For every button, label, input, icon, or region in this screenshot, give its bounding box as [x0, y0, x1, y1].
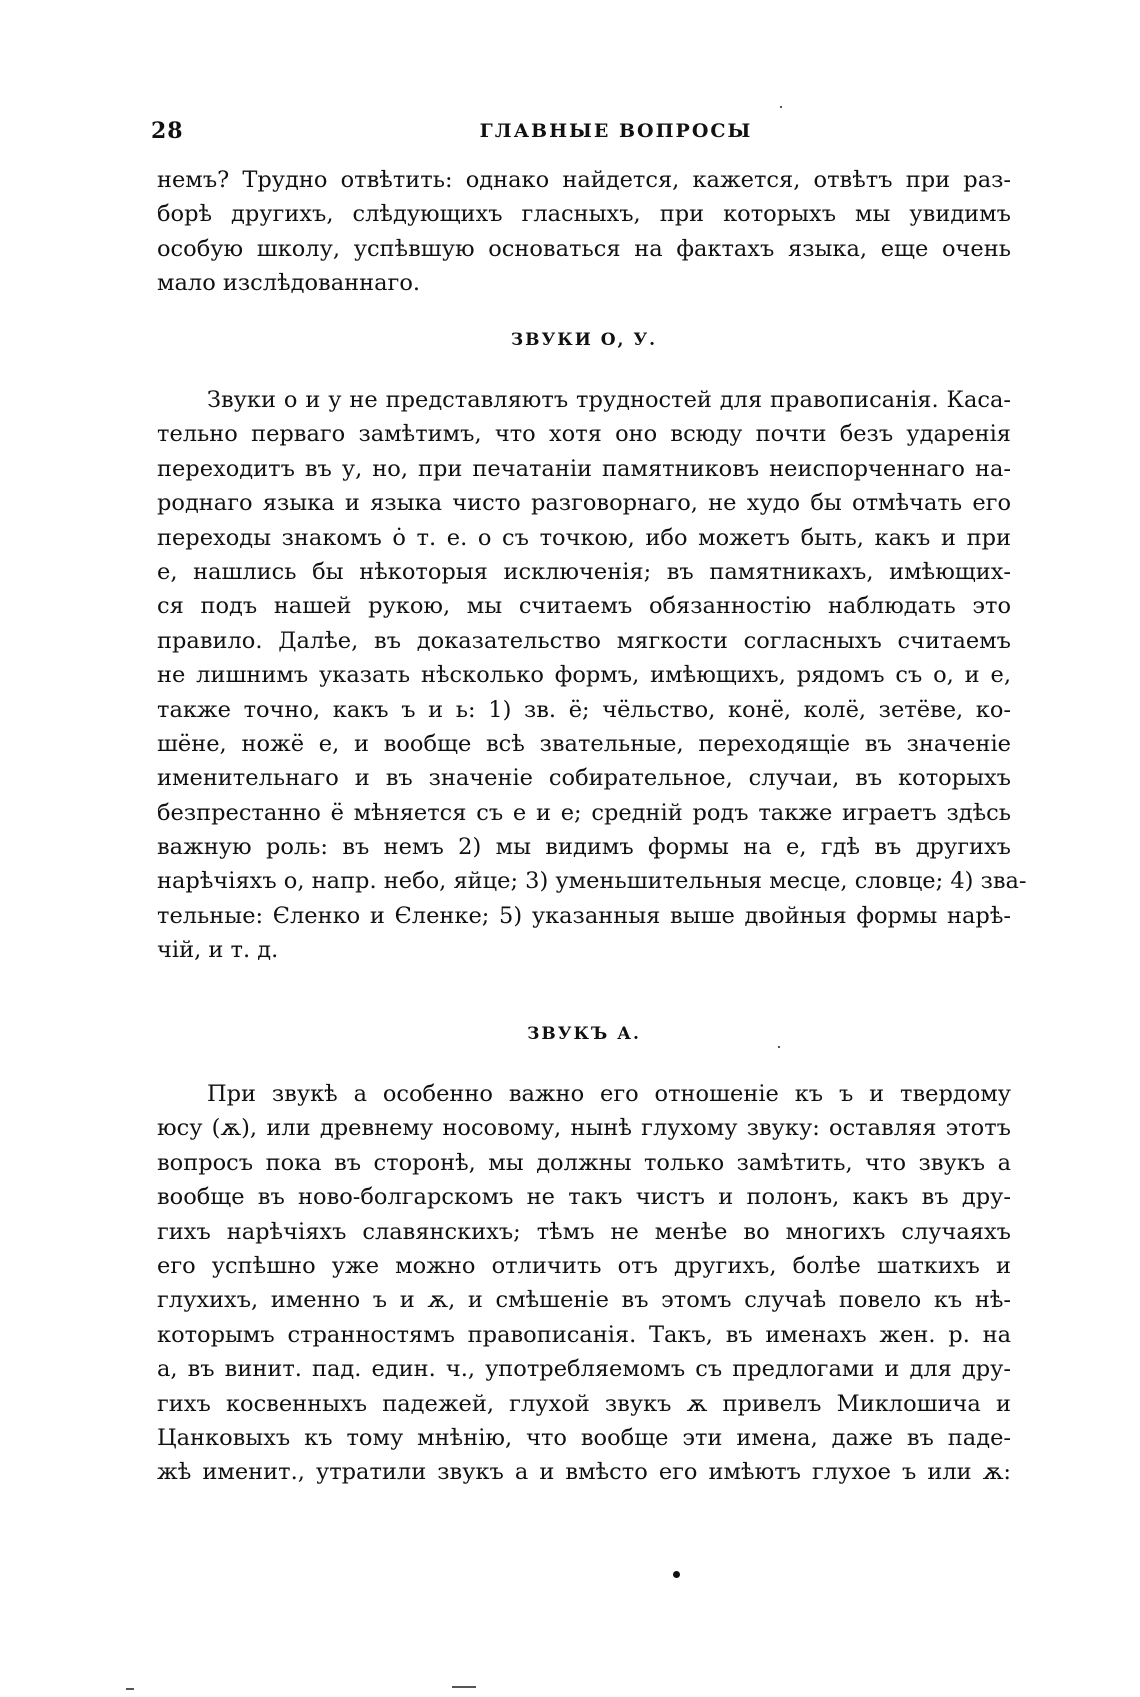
section-a-paragraph — [157, 1077, 1011, 1490]
text-line: также точно, какъ ъ и ь: 1) зв. ё; чёльство, конё, колё, зетёве, ко- — [157, 696, 1011, 723]
text-line: которымъ странностямъ правописанія. Такъ, въ именахъ жен. р. на — [157, 1321, 1011, 1348]
text-line: гихъ нарѣчіяхъ славянскихъ; тѣмъ не менѣе во многихъ случаяхъ — [157, 1218, 1011, 1245]
intro-paragraph — [157, 163, 1011, 301]
text-line: переходы знакомъ ȯ т. е. о съ точкою, ибо можетъ быть, какъ и при — [157, 524, 1011, 551]
text-line: вопросъ пока въ сторонѣ, мы должны только замѣтить, что звукъ а — [157, 1149, 1011, 1176]
text-line: правило. Далѣе, въ доказательство мягкости согласныхъ считаемъ — [157, 627, 1011, 654]
page-number: 28 — [151, 118, 184, 144]
text-line: а, въ винит. пад. един. ч., употребляемомъ съ предлогами и для дру- — [157, 1356, 1011, 1383]
text-line: борѣ другихъ, слѣдующихъ гласныхъ, при которыхъ мы увидимъ — [157, 201, 1011, 228]
text-line: тельные: Єленко и Єленке; 5) указанныя выше двойныя формы нарѣ- — [157, 902, 1011, 929]
text-line: не лишнимъ указать нѣсколько формъ, имѣющихъ, рядомъ съ о, и е, — [157, 662, 1011, 689]
text-line: роднаго языка и языка чисто разговорнаго, не худо бы отмѣчать его — [157, 490, 1011, 517]
section-heading-ou: ЗВУКИ О, У. — [510, 330, 658, 350]
section-heading-a: ЗВУКЪ А. — [527, 1024, 641, 1044]
text-line: Цанковыхъ къ тому мнѣнію, что вообще эти имена, даже въ паде- — [157, 1424, 1011, 1451]
text-line: гихъ косвенныхъ падежей, глухой звукъ ѫ привелъ Миклошича и — [157, 1390, 1011, 1417]
scan-speck — [778, 1046, 780, 1048]
text-line: именительнаго и въ значеніе собирательное, случаи, въ которыхъ — [157, 765, 1011, 792]
text-line: глухихъ, именно ъ и ѫ, и смѣшеніе въ этомъ случаѣ повело къ нѣ- — [157, 1287, 1011, 1314]
scan-speck — [452, 1686, 476, 1688]
text-line: ся подъ нашей рукою, мы считаемъ обязанностію наблюдать это — [157, 593, 1011, 620]
text-line: Звуки о и у не представляютъ трудностей для правописанія. Каса- — [207, 387, 1011, 413]
text-line: особую школу, успѣвшую основаться на фактахъ языка, еще очень — [157, 235, 1011, 262]
text-line: чій, и т. д. — [157, 937, 279, 964]
ink-dot — [673, 1571, 680, 1578]
text-line: шёне, ножё е, и вообще всѣ звательные, переходящіе въ значеніе — [157, 730, 1011, 757]
text-line: переходитъ въ у, но, при печатаніи памятниковъ неиспорченнаго на- — [157, 455, 1011, 482]
text-line: нарѣчіяхъ о, напр. небо, яйце; 3) уменьшительныя месце, словце; 4) зва- — [157, 868, 1027, 895]
scan-speck — [126, 1688, 134, 1690]
text-line: немъ? Трудно отвѣтить: однако найдется, кажется, отвѣтъ при раз- — [157, 167, 1011, 193]
text-line: его успѣшно уже можно отличить отъ другихъ, болѣе шаткихъ и — [157, 1252, 1011, 1279]
text-line: мало изслѣдованнаго. — [157, 270, 421, 297]
text-line: важную роль: въ немъ 2) мы видимъ формы на е, гдѣ въ другихъ — [157, 834, 1011, 861]
section-ou-paragraph — [157, 383, 1027, 968]
text-line: тельно перваго замѣтимъ, что хотя оно всюду почти безъ ударенія — [157, 421, 1011, 448]
scan-speck — [780, 106, 782, 108]
text-line: е, нашлись бы нѣкоторыя исключенія; въ памятникахъ, имѣющих- — [157, 558, 1011, 585]
text-line: юсу (ѫ), или древнему носовому, нынѣ глухому звуку: оставляя этотъ — [157, 1115, 1011, 1142]
page-header — [151, 118, 1011, 152]
text-line: безпрестанно ё мѣняется съ е и е; средній родъ также играетъ здѣсь — [157, 799, 1011, 826]
text-line: При звукѣ а особенно важно его отношеніе къ ъ и твердому — [207, 1081, 1011, 1107]
text-line: вообще въ ново-болгарскомъ не такъ чистъ и полонъ, какъ въ дру- — [157, 1184, 1011, 1211]
running-title: ГЛАВНЫЕ ВОПРОСЫ — [479, 120, 753, 142]
text-line: жѣ именит., утратили звукъ а и вмѣсто его имѣютъ глухое ъ или ѫ: — [157, 1459, 1011, 1486]
